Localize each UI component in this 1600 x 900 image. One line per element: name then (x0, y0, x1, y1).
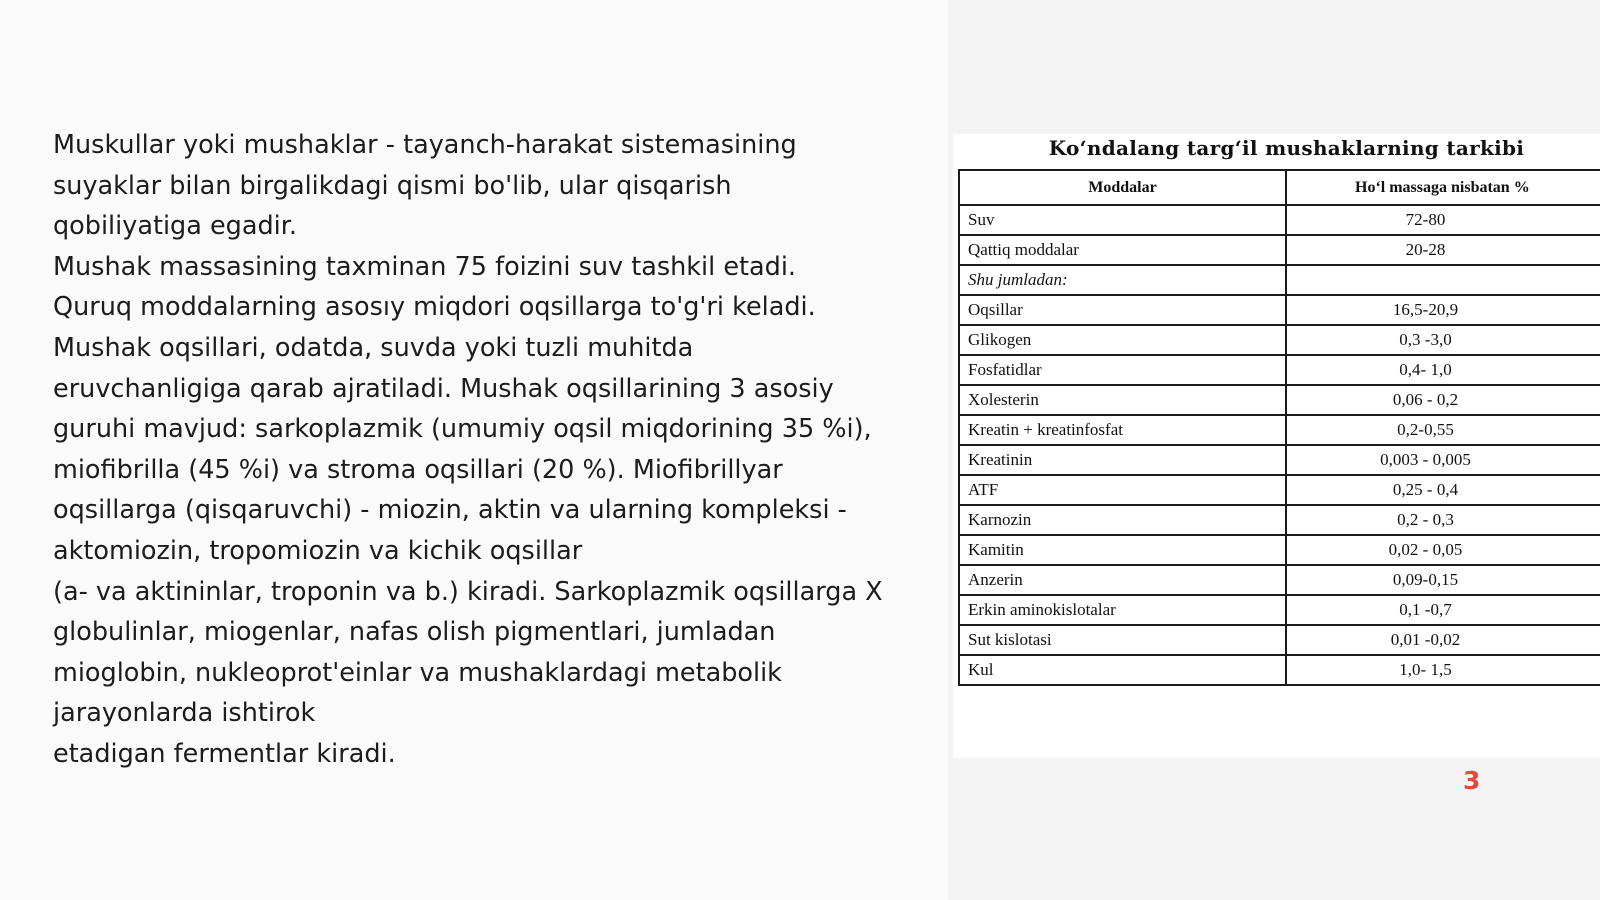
table-row (959, 505, 1600, 535)
row-value: 0,09-0,15 (1286, 565, 1600, 595)
row-name: Kreatinin (959, 445, 1286, 475)
table-row (959, 325, 1600, 355)
row-value: 0,3 -3,0 (1286, 325, 1600, 355)
body-paragraph (53, 125, 933, 775)
paragraph-line: etadigan fermentlar kiradi. (53, 738, 396, 769)
table-header-row (959, 170, 1600, 205)
table-row (959, 475, 1600, 505)
row-name: Xolesterin (959, 385, 1286, 415)
row-value: 0,003 - 0,005 (1286, 445, 1600, 475)
paragraph-line: miofibrilla (45 %i) va stroma oqsillari (20 %). Miofibrillyar (53, 454, 783, 485)
paragraph-line: suyaklar bilan birgalikdagi qismi bo'lib, ular qisqarish (53, 170, 732, 201)
row-value: 0,06 - 0,2 (1286, 385, 1600, 415)
page-number: 3 (1463, 766, 1481, 795)
paragraph-line: aktomiozin, tropomiozin va kichik oqsillar (53, 535, 583, 566)
paragraph-line: Muskullar yoki mushaklar - tayanch-harakat sistemasining (53, 130, 797, 160)
header-percent: Ho‘l massaga nisbatan % (1286, 170, 1600, 205)
row-value: 0,4- 1,0 (1286, 355, 1600, 385)
row-name: Kreatin + kreatinfosfat (959, 415, 1286, 445)
table-row (959, 385, 1600, 415)
row-value (1286, 265, 1600, 295)
paragraph-line: guruhi mavjud: sarkoplazmik (umumiy oqsil miqdorining 35 %i), (53, 414, 872, 445)
paragraph-line: qobiliyatiga egadir. (53, 211, 297, 242)
row-value: 0,2-0,55 (1286, 415, 1600, 445)
row-name: Suv (959, 205, 1286, 235)
paragraph-line: mioglobin, nukleoprot'einlar va mushaklardagi metabolik (53, 657, 782, 688)
table-row (959, 535, 1600, 565)
table-row (959, 565, 1600, 595)
row-name: Oqsillar (959, 295, 1286, 325)
composition-table (958, 169, 1600, 686)
header-substances: Moddalar (959, 170, 1286, 205)
paragraph-line: (a- va aktininlar, troponin va b.) kiradi. Sarkoplazmik oqsillarga X (53, 576, 883, 607)
table-title: Ko‘ndalang targ‘il mushaklarning tarkibi (1048, 136, 1525, 160)
row-value: 72-80 (1286, 205, 1600, 235)
row-value: 0,1 -0,7 (1286, 595, 1600, 625)
paragraph-line: jarayonlarda ishtirok (53, 698, 316, 729)
paragraph-line: Mushak massasining taxminan 75 foizini suv tashkil etadi. (53, 251, 797, 282)
paragraph-line: oqsillarga (qisqaruvchi) - miozin, aktin va ularning kompleksi - (53, 495, 847, 526)
table-row (959, 205, 1600, 235)
table-row (959, 445, 1600, 475)
row-name: Glikogen (959, 325, 1286, 355)
paragraph-line: globulinlar, miogenlar, nafas olish pigmentlari, jumladan (53, 617, 776, 648)
table-row (959, 265, 1600, 295)
table-row (959, 655, 1600, 685)
row-name: Kamitin (959, 535, 1286, 565)
row-value: 0,25 - 0,4 (1286, 475, 1600, 505)
table-row (959, 595, 1600, 625)
row-value: 16,5-20,9 (1286, 295, 1600, 325)
row-name: Fosfatidlar (959, 355, 1286, 385)
row-name: Anzerin (959, 565, 1286, 595)
scanned-table-image (953, 134, 1600, 758)
row-value: 20-28 (1286, 235, 1600, 265)
table-row (959, 625, 1600, 655)
row-name: Erkin aminokislotalar (959, 595, 1286, 625)
row-name: Sut kislotasi (959, 625, 1286, 655)
paragraph-line: Quruq moddalarning asosıy miqdori oqsillarga to'g'ri keladi. (53, 292, 816, 323)
row-name: ATF (959, 475, 1286, 505)
table-row (959, 235, 1600, 265)
row-value: 0,01 -0,02 (1286, 625, 1600, 655)
row-name: Qattiq moddalar (959, 235, 1286, 265)
paragraph-line: eruvchanligiga qarab ajratiladi. Mushak oqsillarining 3 asosiy (53, 373, 834, 404)
row-value: 1,0- 1,5 (1286, 655, 1600, 685)
table-row (959, 355, 1600, 385)
row-name: Karnozin (959, 505, 1286, 535)
row-value: 0,02 - 0,05 (1286, 535, 1600, 565)
row-name: Shu jumladan: (959, 265, 1286, 295)
row-name: Kul (959, 655, 1286, 685)
table-row (959, 415, 1600, 445)
row-value: 0,2 - 0,3 (1286, 505, 1600, 535)
paragraph-line: Mushak oqsillari, odatda, suvda yoki tuzli muhitda (53, 332, 694, 363)
table-row (959, 295, 1600, 325)
